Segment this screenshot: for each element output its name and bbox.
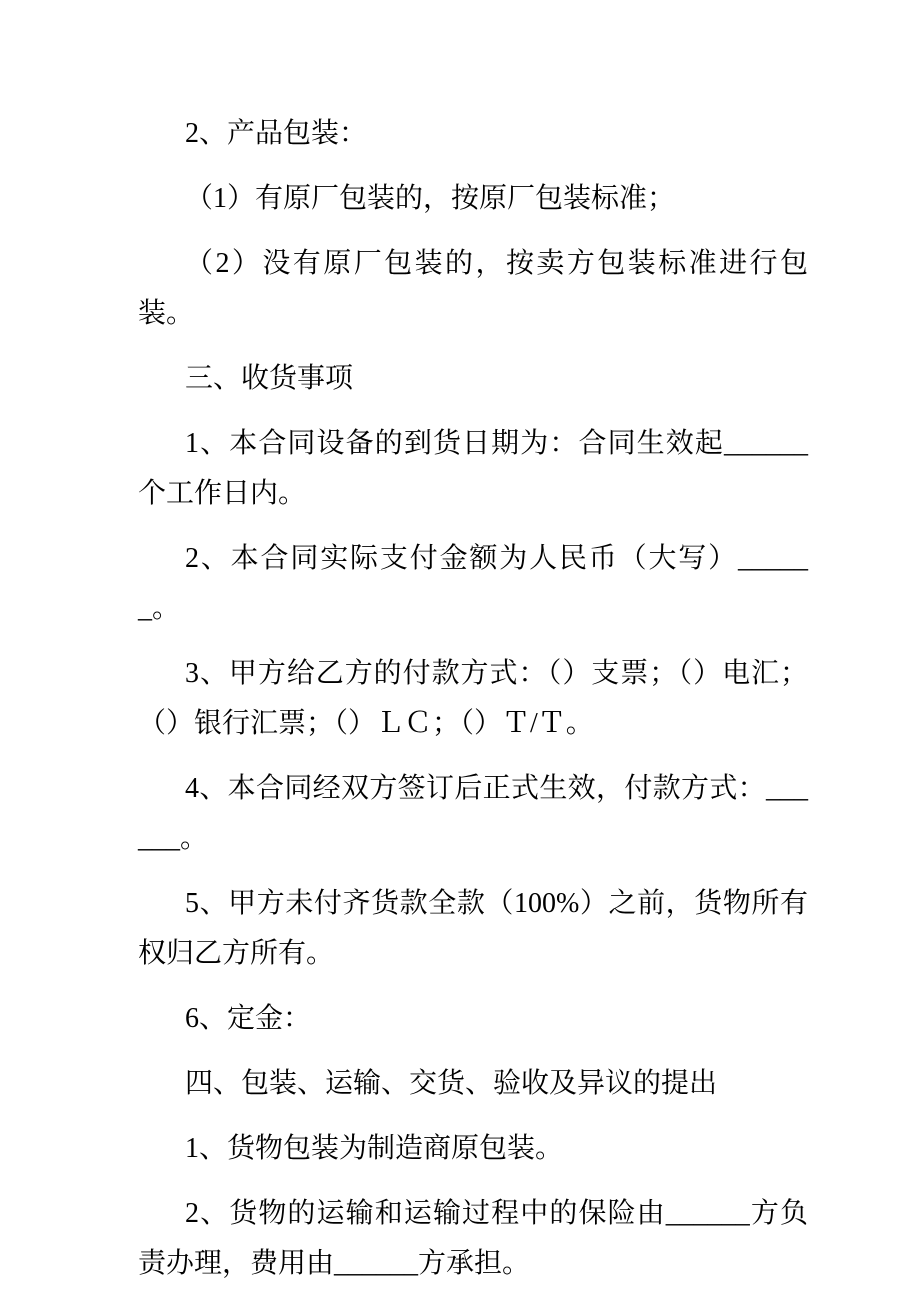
clause-ownership-before-full-payment: 5、甲方未付齐货款全款（100%）之前，货物所有权归乙方所有。 xyxy=(138,888,808,969)
clause-deposit-heading: 6、定金： xyxy=(185,1003,312,1034)
clause-payment-methods: 3、甲方给乙方的付款方式：（）支票；（）电汇；（）银行汇票；（）ＬＣ；（）Ｔ/Ｔ。 xyxy=(138,658,808,739)
section-4-heading-packaging-transport: 四、包装、运输、交货、验收及异议的提出 xyxy=(185,1068,718,1099)
clause-goods-original-packaging: 1、货物包装为制造商原包装。 xyxy=(185,1133,564,1164)
clause-2-product-packaging-heading: 2、产品包装： xyxy=(185,118,368,149)
clause-transport-insurance-responsibility: 2、货物的运输和运输过程中的保险由______方负责办理，费用由______方承担。 xyxy=(138,1198,808,1279)
section-3-heading-receiving-matters: 三、收货事项 xyxy=(185,363,354,394)
clause-payment-amount: 2、本合同实际支付金额为人民币（大写）______。 xyxy=(138,543,808,624)
clause-packaging-item-1: （1）有原厂包装的，按原厂包装标准； xyxy=(185,183,676,214)
clause-delivery-date: 1、本合同设备的到货日期为：合同生效起______个工作日内。 xyxy=(138,428,808,509)
clause-contract-effective: 4、本合同经双方签订后正式生效，付款方式：______。 xyxy=(138,773,808,854)
clause-packaging-item-2: （2）没有原厂包装的，按卖方包装标准进行包装。 xyxy=(138,248,808,329)
